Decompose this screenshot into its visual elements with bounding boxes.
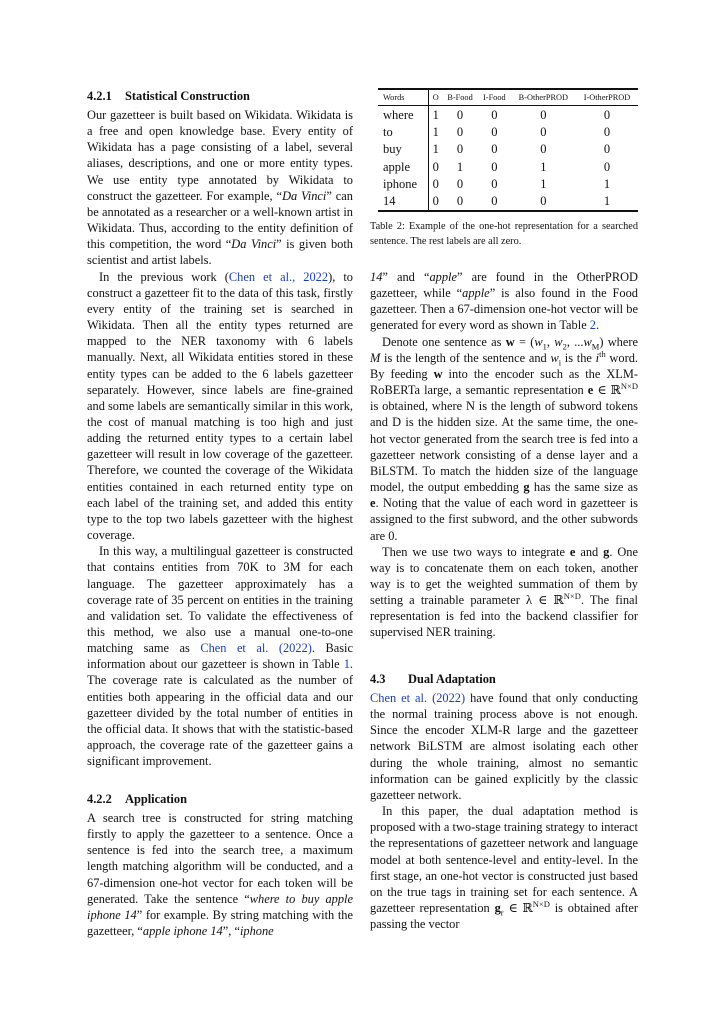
value-cell: 0 [432, 159, 439, 174]
paragraph [370, 690, 638, 803]
value-cell: 0 [540, 107, 547, 122]
column-header: I-Food [478, 89, 511, 106]
value-cell: 0 [603, 159, 611, 174]
column-header: O [429, 89, 442, 106]
text-run: 2 [562, 341, 567, 352]
value-cell: 0 [456, 107, 464, 122]
citation-link[interactable]: 2 [589, 318, 596, 333]
text-run: iphone [239, 924, 274, 939]
text-run: A search tree is constructed for string matching firstly to apply the gazetteer to a sentence. Once a sentence is fed into the search tree, a maximum length matching algorithm will be conducted, and a 67-dimension one-hot vector for each token will be generated. Take the sentence “ [87, 811, 353, 906]
citation-link[interactable]: Chen et al., 2022 [228, 269, 329, 284]
text-run: th [599, 348, 606, 359]
heading-4-2-1 [87, 88, 353, 104]
text-run: N×D [532, 898, 550, 909]
paragraph [87, 269, 353, 544]
value-cell: 0 [603, 142, 611, 157]
value-cell: 0 [540, 124, 547, 139]
value-cell: 0 [491, 194, 498, 209]
text-run: . The final representation is fed into the backend classifier for supervised NER training. [370, 593, 638, 640]
column-header: B-OtherPROD [511, 89, 576, 106]
word-cell: apple [378, 158, 429, 175]
section-title: Application [125, 792, 187, 806]
section-number: 4.2.2 [87, 792, 112, 806]
text-run: g [494, 901, 501, 916]
text-run: In the previous work ( [99, 269, 229, 284]
value-cell: 0 [540, 142, 547, 157]
text-run: is obtained, where N is the length of subword tokens and D is the hidden size. At the same time, the one-hot vector generated from the search tree is fed into a gazetteer network consisting of a dense layer and a BiLSTM. To match the hidden size of the language model, the output embedding [370, 399, 638, 495]
value-cell: 0 [456, 124, 464, 139]
text-run: e [587, 383, 594, 398]
section-title: Dual Adaptation [408, 672, 496, 686]
paragraph [370, 803, 638, 932]
text-run: In this way, a multilingual gazetteer is constructed that contains entities from 70K to 3M for each language. The gazetteer approximately has a coverage rate of 35 percent on entities in the training and validation set. To validate the effectiveness of this method, we also use a manual one-to-one matching same as [87, 544, 353, 656]
text-run: apple [462, 286, 490, 301]
value-cell: 1 [603, 194, 611, 209]
table-row [378, 141, 638, 158]
value-cell: 1 [603, 176, 611, 191]
text-run: w [554, 334, 563, 349]
text-run: ∈ ℝ [593, 383, 621, 398]
citation-link[interactable]: Chen et al. (2022) [370, 691, 466, 705]
heading-4-3 [370, 671, 638, 687]
table-caption: Table 2: Example of the one-hot representation for a searched sentence. The rest labels are all zero. [370, 221, 638, 247]
text-run: . The coverage rate is calculated as the number of entities both appearing in the official data and our gazetteer divided by the total number of entities in the official data. It shows that with the statistic-based approach, the coverage rate of the gazetteer gains a significant improvement. [87, 657, 353, 769]
text-run: = ( [514, 334, 535, 349]
value-cell: 1 [540, 159, 547, 174]
text-run: ”, “ [222, 924, 240, 939]
value-cell: 0 [432, 194, 439, 209]
text-run: N×D [563, 591, 581, 601]
text-run: i [558, 357, 562, 368]
table-row [378, 123, 638, 140]
citation-link[interactable]: 1 [343, 657, 350, 672]
word-cell: 14 [378, 192, 429, 210]
table-row [378, 175, 638, 192]
value-cell: 0 [456, 194, 464, 209]
text-run: ” is given both scientist and artist labels. [87, 237, 353, 268]
text-run: where to buy apple iphone 14 [87, 891, 353, 922]
text-run: e [569, 544, 576, 559]
word-cell: buy [378, 141, 429, 158]
text-run: e [370, 496, 376, 511]
text-run: i [595, 350, 600, 365]
text-run: . Noting that the value of each word in gazetteer is assigned to the first subword, and the other subwords are 0. [370, 496, 638, 543]
text-run: apple [429, 270, 457, 284]
paragraph [87, 543, 353, 769]
value-cell: 0 [491, 176, 498, 191]
text-run: w [505, 334, 515, 349]
column-header: I-OtherPROD [576, 89, 638, 106]
paragraph [370, 334, 638, 544]
text-run: 1 [542, 341, 547, 352]
section-title: Statistical Construction [125, 89, 250, 103]
text-run: Da Vinci [282, 188, 327, 203]
text-run: ” for example. By string matching with the gazetteer, “ [87, 907, 353, 939]
text-run: ” can be annotated as a researcher or a well-known artist in Wikidata. Thus, according to the entity definition of this competition, the word “ [87, 188, 353, 252]
text-run: is the [561, 350, 596, 365]
text-run: and [575, 544, 604, 559]
text-run: ∈ ℝ [503, 901, 533, 916]
text-run: M [591, 341, 600, 352]
table-row [378, 106, 638, 124]
text-run: into the encoder such as the XLM-RoBERTa large, a semantic representation [370, 366, 638, 398]
word-cell: to [378, 123, 429, 140]
column-header: B-Food [442, 89, 478, 106]
text-run: M [370, 350, 381, 365]
text-run: g [603, 544, 610, 559]
value-cell: 0 [540, 194, 547, 209]
text-run: apple iphone 14 [142, 924, 223, 939]
paragraph [370, 269, 638, 334]
text-run: N×D [620, 380, 638, 391]
value-cell: 1 [432, 124, 439, 139]
text-run: , [546, 334, 555, 349]
section-number: 4.3 [370, 672, 386, 686]
text-run: Da Vinci [231, 237, 277, 252]
value-cell: 0 [603, 124, 611, 139]
text-run: ” and “ [382, 270, 430, 284]
value-cell: 0 [456, 176, 464, 191]
table-row [378, 192, 638, 210]
text-run: , ... [566, 334, 584, 349]
text-run: . [596, 318, 600, 333]
text-run: w [534, 334, 543, 349]
text-run: have found that only conducting the normal training process above is not enough. Since the encoder XLM-R large and the gazetteer network BiLSTM are almost isolating each other during the whole training, almost no semantic information can be gained explicitly by the classic gazetteer network. [370, 691, 638, 802]
text-run: g [523, 480, 530, 495]
paragraph [370, 544, 638, 641]
text-run: w [550, 350, 559, 365]
value-cell: 1 [540, 176, 547, 191]
text-run: ” is also found in the Food gazetteer. Then a 67-dimension one-hot vector will be generated for every word as shown in Table [370, 286, 638, 333]
text-run: . One way is to concatenate them on each token, another way is to get the weighted summation of them by setting a trainable parameter λ ∈ ℝ [370, 544, 639, 608]
value-cell: 0 [491, 159, 498, 174]
value-cell: 0 [491, 142, 498, 157]
section-number: 4.2.1 [87, 89, 112, 103]
text-run: 14 [370, 270, 383, 284]
text-run: word. By feeding [370, 350, 638, 381]
paragraph [87, 810, 353, 939]
text-run: ), to construct a gazetteer fit to the data of this task, firstly every entity of the training set is searched in Wikidata. Then all the entity types returned are mapped to the NER taxonomy with 6 labels manually. Next, all Wikidata entities stored in these entity types can be added to the 6 labels gazetteer separately. However, since labels are fine-grained and some labels are semantically similar in this work, the cost of manual matching is too high and just adding the returned entity types to a certain label gazetteer will result in low coverage of the gazetteer. Therefore, we counted the coverage of the Wikidata entities contained in each returned entity type on each label of the training set, and added this entity type to the top two labels gazetteer with the highest coverage. [87, 269, 353, 543]
text-run: ) where [599, 334, 638, 349]
text-run: r [500, 907, 504, 918]
text-run: is the length of the sentence and [380, 350, 551, 365]
value-cell: 1 [432, 107, 439, 122]
column-header: Words [378, 89, 429, 106]
text-run: w [433, 366, 443, 381]
value-cell: 0 [432, 176, 439, 191]
value-cell: 1 [456, 159, 464, 174]
citation-link[interactable]: Chen et al. (2022) [200, 641, 312, 656]
value-cell: 1 [432, 142, 439, 157]
text-run: Then we use two ways to integrate [382, 544, 570, 559]
one-hot-table [378, 88, 638, 212]
heading-4-2-2 [87, 791, 353, 807]
text-run: is obtained after passing the vector [370, 901, 638, 932]
paragraph [87, 107, 353, 269]
word-cell: where [378, 106, 429, 124]
value-cell: 0 [456, 142, 464, 157]
table-row [378, 158, 638, 175]
word-cell: iphone [378, 175, 429, 192]
text-run: . Basic information about our gazetteer is shown in Table [87, 641, 354, 672]
text-run: In this paper, the dual adaptation method is proposed with a two-stage training strategy to interact the representations of gazetteer network and language model at both sentence-level and entity-level. In the first stage, an one-hot vector is constructed just based on the true tags in training set for each sentence. A gazetteer representation [370, 804, 638, 916]
text-run: Denote one sentence as [382, 334, 506, 349]
text-run: ” are found in the OtherPROD gazetteer, while “ [370, 270, 638, 301]
text-run: has the same size as [529, 480, 639, 495]
value-cell: 0 [491, 124, 498, 139]
text-run: w [583, 334, 592, 349]
text-run: Our gazetteer is built based on Wikidata. Wikidata is a free and open knowledge base. Every entity of Wikidata has a page consisting of a label, several aliases, descriptions, and one or more entity types. We use entity type annotated by Wikidata to construct the gazetteer. For example, “ [87, 108, 353, 203]
value-cell: 0 [491, 107, 498, 122]
value-cell: 0 [603, 107, 611, 122]
table-header-row [378, 89, 638, 106]
